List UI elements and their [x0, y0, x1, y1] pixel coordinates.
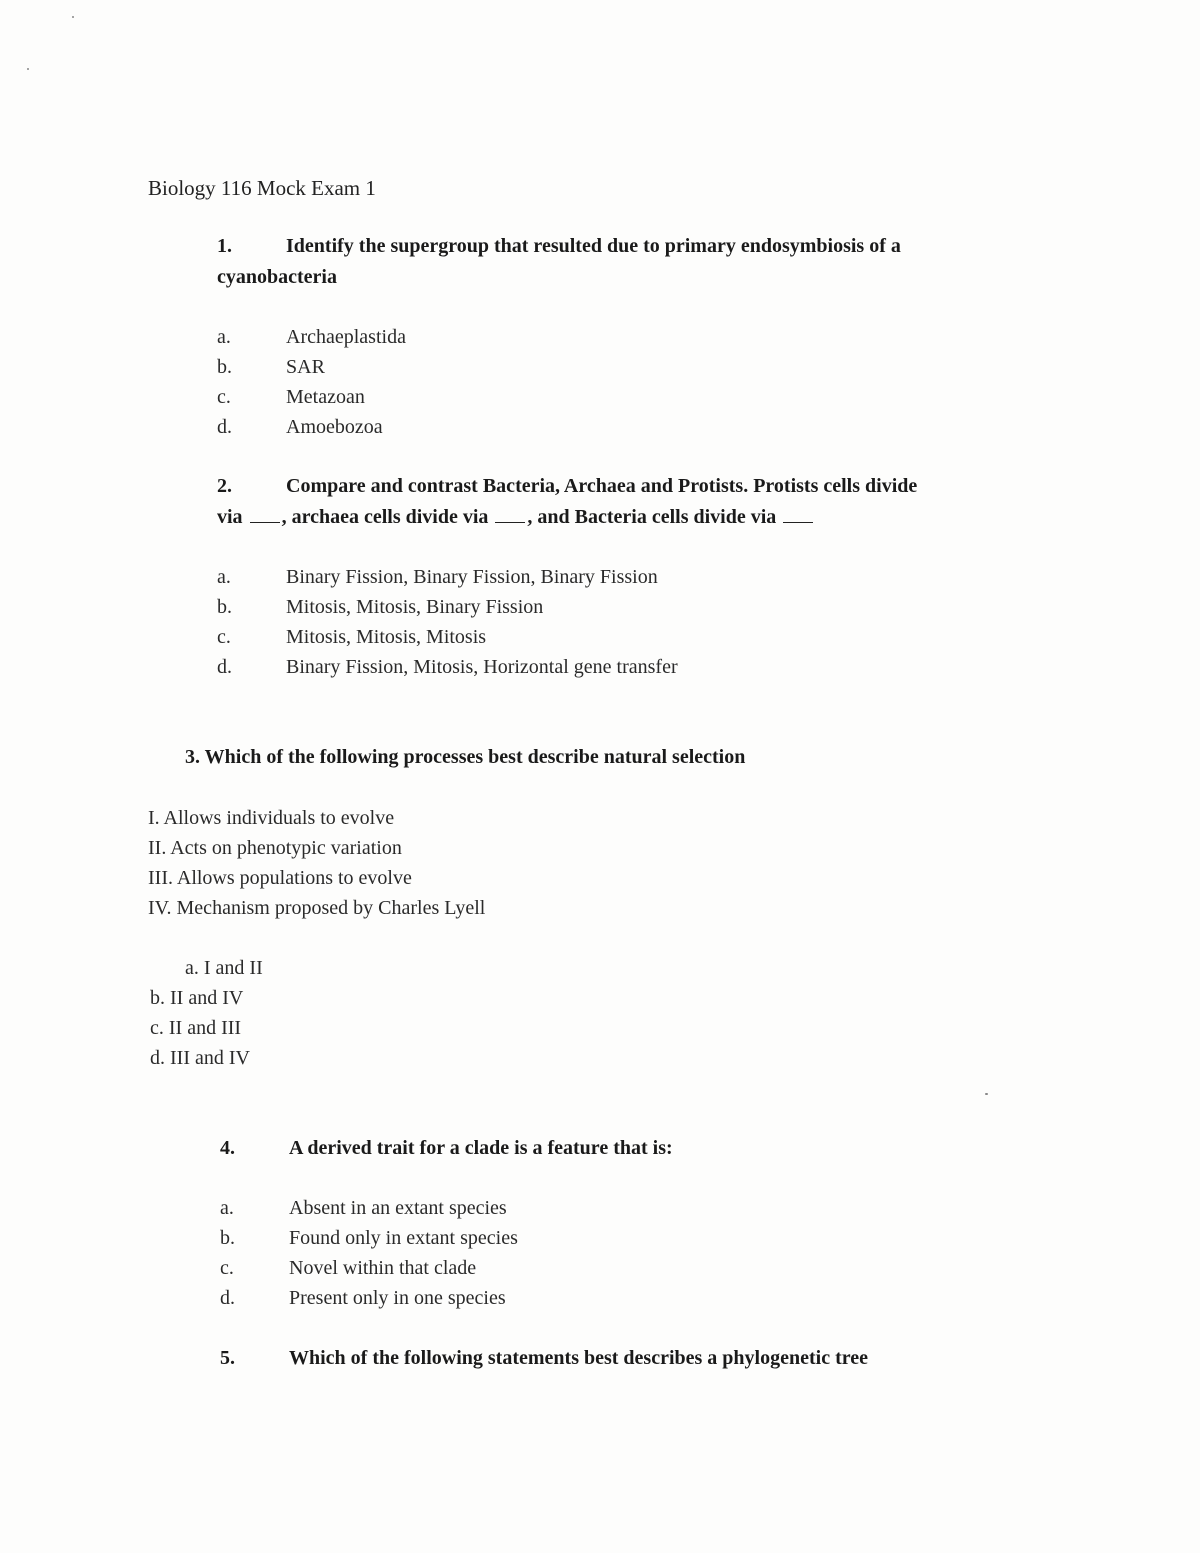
option-letter: d.	[220, 1287, 235, 1309]
question-1	[217, 231, 901, 293]
exam-title: Biology 116 Mock Exam 1	[148, 176, 376, 200]
question-4-option-b[interactable]	[220, 1223, 518, 1253]
option-text: Found only in extant species	[289, 1227, 518, 1249]
question-5	[220, 1343, 868, 1374]
question-3: 3. Which of the following processes best describe natural selection	[185, 746, 746, 768]
statement-3: III. Allows populations to evolve	[148, 867, 412, 889]
question-2-option-b[interactable]	[217, 592, 543, 622]
question-2-option-d[interactable]	[217, 652, 678, 682]
question-4-number: 4.	[220, 1137, 235, 1159]
option-text: Mitosis, Mitosis, Binary Fission	[286, 596, 544, 618]
question-5-text: Which of the following statements best describes a phylogenetic tree	[289, 1347, 869, 1369]
question-2-text-line1: Compare and contrast Bacteria, Archaea and Protists. Protists cells divide	[286, 475, 918, 497]
question-3-option-d[interactable]: d. III and IV	[150, 1047, 250, 1069]
option-text: Present only in one species	[289, 1287, 506, 1309]
statement-1: I. Allows individuals to evolve	[148, 807, 395, 829]
question-1-option-d[interactable]	[217, 412, 383, 442]
option-letter: b.	[217, 596, 232, 618]
question-1-text-line1: Identify the supergroup that resulted due to primary endosymbiosis of a	[286, 235, 901, 257]
question-3-option-c[interactable]: c. II and III	[150, 1017, 242, 1039]
question-2-option-c[interactable]	[217, 622, 486, 652]
answer-blank	[783, 508, 813, 523]
answer-blank	[495, 508, 525, 523]
question-2-text-bacteria: , and Bacteria cells divide via	[527, 506, 777, 528]
question-2-option-a[interactable]	[217, 562, 658, 592]
option-text: Binary Fission, Mitosis, Horizontal gene transfer	[286, 656, 678, 678]
option-letter: d.	[217, 656, 232, 678]
question-2-text-archaea: , archaea cells divide via	[281, 506, 489, 528]
option-letter: b.	[217, 356, 232, 378]
question-3-option-a[interactable]: a. I and II	[185, 957, 263, 979]
option-text: Archaeplastida	[286, 326, 406, 348]
option-letter: a.	[217, 566, 231, 588]
statement-2: II. Acts on phenotypic variation	[148, 837, 402, 859]
question-1-option-b[interactable]	[217, 352, 325, 382]
question-1-option-a[interactable]	[217, 322, 406, 352]
scan-speck	[27, 68, 29, 70]
option-text: Novel within that clade	[289, 1257, 477, 1279]
question-4-option-c[interactable]	[220, 1253, 476, 1283]
option-letter: b.	[220, 1227, 235, 1249]
option-letter: c.	[217, 386, 231, 408]
question-2-text-via: via	[217, 506, 243, 528]
question-1-number: 1.	[217, 235, 232, 257]
question-2-number: 2.	[217, 475, 232, 497]
question-1-text-line2: cyanobacteria	[217, 266, 337, 288]
option-text: Absent in an extant species	[289, 1197, 507, 1219]
question-4	[220, 1133, 673, 1164]
option-letter: d.	[217, 416, 232, 438]
option-letter: a.	[220, 1197, 234, 1219]
question-1-option-c[interactable]	[217, 382, 365, 412]
option-letter: c.	[217, 626, 231, 648]
question-4-option-a[interactable]	[220, 1193, 507, 1223]
question-4-option-d[interactable]	[220, 1283, 506, 1313]
option-text: Amoebozoa	[286, 416, 383, 438]
question-3-option-b[interactable]: b. II and IV	[150, 987, 244, 1009]
option-text: Metazoan	[286, 386, 365, 408]
statement-4: IV. Mechanism proposed by Charles Lyell	[148, 897, 486, 919]
question-4-text: A derived trait for a clade is a feature that is:	[289, 1137, 673, 1159]
question-5-number: 5.	[220, 1347, 235, 1369]
scan-speck	[72, 16, 74, 18]
option-text: Mitosis, Mitosis, Mitosis	[286, 626, 487, 648]
answer-blank	[250, 508, 280, 523]
scan-speck	[985, 1093, 988, 1095]
option-text: Binary Fission, Binary Fission, Binary Fission	[286, 566, 658, 588]
option-text: SAR	[286, 356, 325, 378]
option-letter: c.	[220, 1257, 234, 1279]
question-2	[217, 471, 917, 533]
option-letter: a.	[217, 326, 231, 348]
